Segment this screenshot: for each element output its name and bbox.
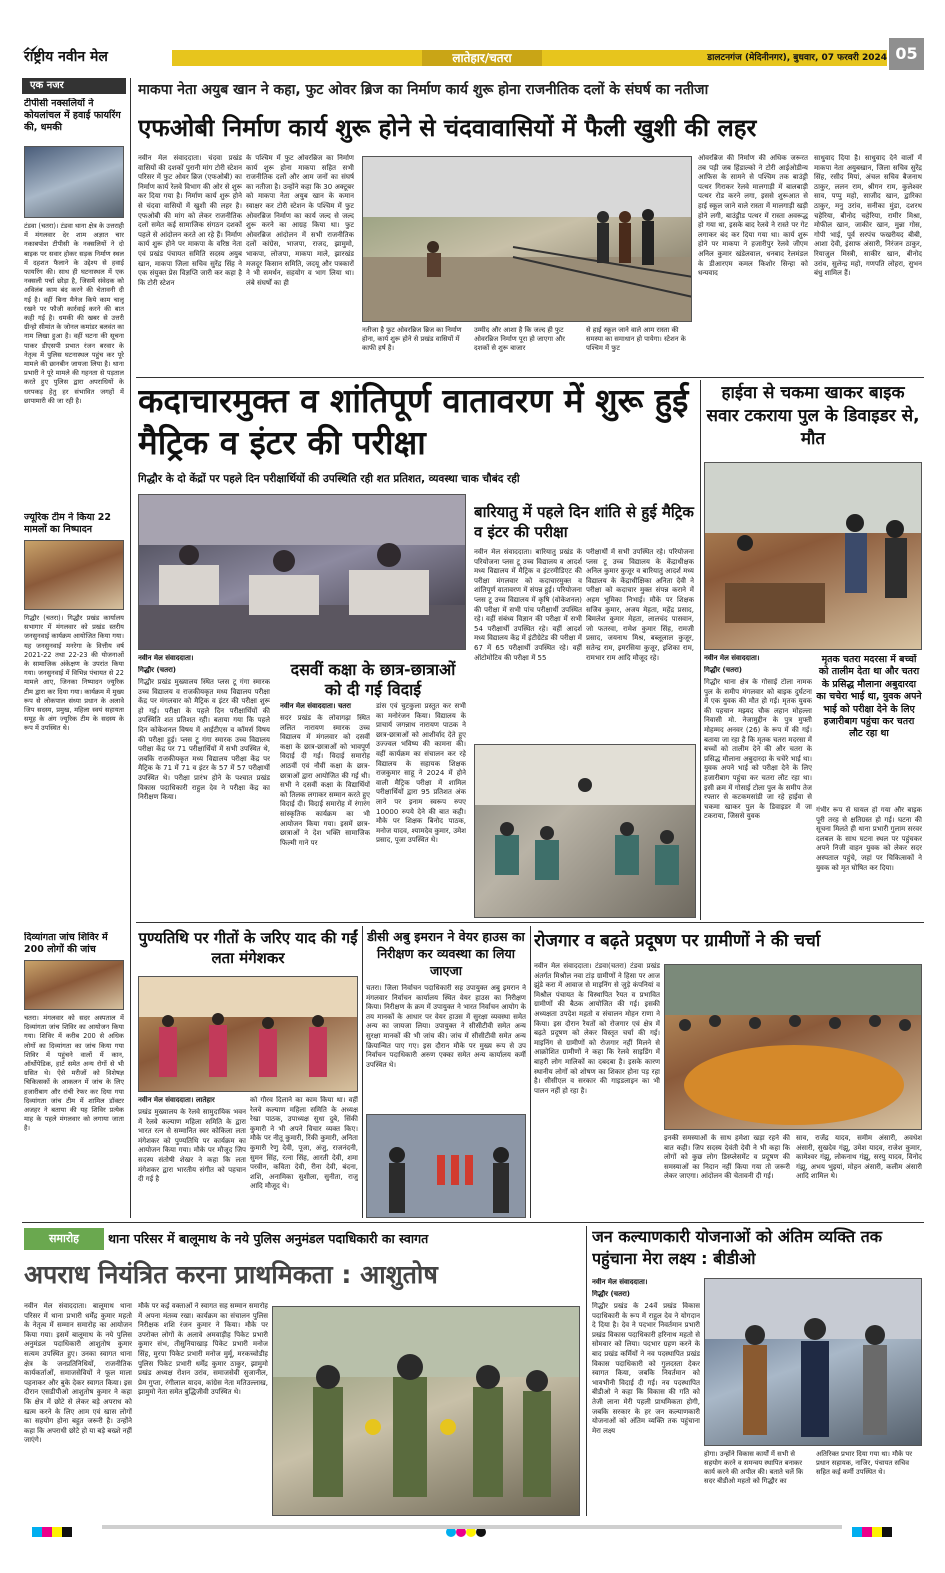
sidebar-story1-photo: [24, 146, 124, 218]
sidebar-story1-headline: टीपीसी नक्सलियों ने कोयलांचल में हवाई फायरिंग की, धमकी: [24, 98, 121, 133]
fob-col2: के पश्चिम में फुट ओवरब्रिज का निर्माण कार्य शुरू होना माकपा सहित सभी राजनीतिक दलों और आम जनों का संघर्ष का नतीजा है। उन्होंने कहा कि 30 अक्टूबर को माकपा नेता अयुब खान के कमान स्वाक्षर कर टोरी स्टेशन के पश्चिम में फुट ओवरब्रिज निर्माण का कार्य जल्द से जल्द शुरू करने का आग्रह किया था। फुट ओवरब्रिज आंदोलन में सभी राजनीतिक दलों कांग्रेस, भाजपा, राजद, झामुमो, भाकपा, लोजपा, माकपा माले, झारखंड मजदूर किसान समिति, जदयू और पत्रकारों ने भी समर्थन, सहयोग व भाग लिया था। लंबे संघर्षों का ही: [246, 154, 354, 287]
dc-left-rule: [362, 926, 363, 1218]
sidebar-story3-headline: दिव्यांगता जांच शिविर में 200 लोगों की जांच: [24, 932, 108, 955]
samaroh-tag: समारोह: [24, 1228, 104, 1250]
fob-col1: नवीन मेल संवाददाता। चंदवा प्रखंड वासियों की दशकों पुरानी मांग टोरी स्टेशन परिसर में फुट ओवर ब्रिज (एफओबी) का निर्माण कार्य रेलवे विभाग की ओर से शुरू कर दिया गया है। निर्माण कार्य शुरू होने से चंदवा वासियों में खुशी की लहर है। एफओबी की मांग को लेकर राजनीतिक दलों समेत कई सामाजिक संगठन दशकों पहले से आंदोलन करते आ रहे हैं। निर्माण कार्य शुरू होने पर माकपा के वरिष्ठ नेता एवं प्रखंड पंचायत समिति सदस्य अयुब खान, माकपा जिला सचिव सुरेंद्र सिंह ने एक संयुक्त प्रेस विज्ञप्ति जारी कर कहा है कि टोरी स्टेशन: [138, 154, 242, 287]
bdo-photo: [704, 1278, 922, 1446]
highway-place: गिद्धौर (चतरा): [704, 666, 742, 674]
sidebar-story3-photo: [24, 960, 124, 1010]
bdo-caption: होगा। उन्होंने विकास कार्यों में सभी से सहयोग करने व समन्वय स्थापित बनाकर कार्य करने की अपील की। बताते चलें कि सदर बीडीओ महतो को गिद्धौर का अतिरिक्त प्रभार दिया गया था। मौके पर प्रधान सहायक, नाजिर, पंचायत सचिव सहित कई कर्मी उपस्थित थे।: [704, 1450, 912, 1485]
dateline: डालटनगंज (मेदिनीनगर), बुधवार, 07 फरवरी 2024: [707, 53, 887, 63]
dc-photo: [366, 1114, 526, 1218]
jobs-body2: इनकी समस्याओं के साथ हमेशा खड़ा रहने की बात कही। जिप सदस्य देवंती देवी ने भी कहा कि लोगों को कुछ लोग डिस्प्लेसमेंट व प्रदूषण की समस्याओं का निदान नहीं किया गया तो जरूरी लेकर जाएगा। आंदोलन की चेतावनी दी गई।: [664, 1134, 790, 1181]
lata-byline: नवीन मेल संवाददाता। लातेहार: [138, 1096, 215, 1104]
highway-left-rule: [700, 380, 701, 920]
highway-byline: नवीन मेल संवाददाता।: [704, 654, 760, 662]
farewell-byline: नवीन मेल संवाददाता। चतरा: [280, 702, 351, 710]
footer-strip: [22, 1522, 924, 1532]
footer-grey-band: [102, 1525, 842, 1529]
mid-rule: [136, 922, 924, 923]
samaroh-photo: [272, 1306, 580, 1516]
fob-photo-construction: [362, 156, 692, 322]
barayatu-col2: परीक्षार्थी में सभी उपस्थित रहे। परियोजना प्लस टू उच्च विद्यालय के केंद्राधीक्षक अनिल कुमार कुजूर व बारियातु आदर्श मध्य विद्यालय के केंद्राधीक्षिका अनिता देवी ने परीक्षा को कदाचार मुक्त संपन्न कराने में अहम भूमिका निभाई। मौके पर शिक्षक सजिव कुमार, अजय मेहता, महेंद्र प्रसाद, बिमलेश कुमार मेहता, लालचंद पासवान, जो फतरवा, रामेश कुमार सिंह, रामजी प्रसाद, जयनाथ मिश्र, बब्लूलाल कुजूर, सतेन्द्र राम, इमरसिया कुजूर, इशिका राम, रामभार राम आदि मौजूद रहे।: [586, 548, 694, 662]
fob-photo-caption-2: उम्मीद और आशा है कि जल्द ही फुट ओवरब्रिज निर्माण पूरा हो जाएगा और दशकों से शुरू बाजार: [474, 326, 565, 352]
sidebar-story2-body: गिद्धौर (चतरा)। गिद्धौर प्रखंड कार्यालय सभागार में मंगलवार को प्रखंड स्तरीय जनसुनवाई कार्यक्रम आयोजित किया गया। यह जनसुनवाई मनरेगा के वित्तीय वर्ष 2021-22 तथा 22-23 की योजनाओं के सामाजिक अंकेक्षण के उपरांत किया गया। जनसुनवाई में विभिन्न पंचायत से 22 मामले आए, जिनका निष्पादन ज्यूरिक टीम द्वारा कर दिया गया। कार्यक्रम में मुख्य रूप से लोकपाल संध्या प्रधान के अलावे जिप सदस्य, प्रमुख, महिला स्वयं सहायता समूह के अंग ज्यूरिक टीम के सदस्य के रूप में उपस्थित थे।: [24, 614, 124, 733]
jobs-photo: [664, 964, 922, 1130]
lower-rule: [22, 1222, 924, 1223]
exam-byline: नवीन मेल संवाददाता।: [138, 654, 194, 662]
highway-pullquote: मृतक चतरा मदरसा में बच्चों को तालीम देता था और चतरा के प्रसिद्ध मौलाना अबुदारदा का चचेरा भाई था, युवक अपने भाई को परीक्षा देने के लिए हजारीबाग पहुंचा कर चतरा लौट रहा था: [816, 654, 922, 740]
fob-col5: साधुवाद दिया है। साधुवाद देने वालों में माकपा नेता अयुबखान, जिला सचिव सुरेंद्र सिंह, रसीद मियां, अंचल सचिव बैजनाथ ठाकुर, ललन राम, श्रीगन राम, कुलेश्वर साव, पप्पु महो, साजीद खान, द्वारिका ठाकुर, मनु उरांव, सनीका मुंडा, दशरथ चहेरिया, बीनोद चहेरिया, रामीर मिश्रा, मोफील खान, जाकीर खान, मुन्ना गोस, गोपी भाई, पूर्व सरपंच फखरीयद बीबी, आशा देवी, इंसाफ अंसारी, निरंजन ठाकुर, रियाजुल मिस्त्री, साकीर खान, बीनोद उरांव, सुलेन्द्र महो, गणपति लोहरा, सुभन बंधु शामिल हैं।: [814, 154, 922, 278]
sidebar-divider: [130, 78, 131, 1218]
fob-bottom-rule: [136, 377, 924, 378]
exam-body: गिद्धौर प्रखंड मुख्यालय स्थित प्लस टू गंगा स्मारक उच्च विद्यालय व राजकीयकृत मध्य विद्यालय परीक्षा केंद्र पर मंगलवार को मैट्रिक व इंटर की परीक्षा शुरू हो गई। परीक्षा के पहले दिन परीक्षार्थियों की उपस्थिति शत प्रतिशत रही। बताया गया कि पहले दिन कोकेशनल विषय में आईटीएस व कॉमर्स विषय की परीक्षा हुई। प्लस टू गंगा स्मारक उच्च विद्यालय परीक्षा केंद्र पर 71 परीक्षार्थियों में सभी उपस्थित थे, जबकि राजकीयकृत मध्य विद्यालय परीक्षा केंद्र पर मैट्रिक के 71 में 71 व इंटर के 57 में 57 परीक्षार्थी उपस्थित थे। परीक्षा प्रारंभ होने के पश्चात प्रखंड विकास पदाधिकारी राहुल देव ने परीक्षा केंद्र का निरीक्षण किया।: [138, 678, 270, 802]
paper-name: राष्ट्रीय नवीन मेल: [24, 49, 108, 65]
fob-kicker: माकपा नेता अयुब खान ने कहा, फुट ओवर ब्रिज का निर्माण कार्य शुरू होना राजनीतिक दलों के संघर्ष का नतीजा: [138, 82, 709, 98]
bdo-left-rule: [586, 1226, 587, 1516]
jobs-headline: रोजगार व बढ़ते प्रदूषण पर ग्रामीणों ने की चर्चा: [534, 931, 821, 951]
registration-marks-right: [852, 1522, 912, 1532]
bdo-byline: नवीन मेल संवाददाता।: [592, 1278, 648, 1286]
page-number: 05: [889, 38, 924, 70]
jobs-left-rule: [530, 926, 531, 1218]
bdo-body: गिद्धौर प्रखंड के 24वें प्रखंड विकास पदाधिकारी के रूप में राहुल देव ने योगदान दे दिया है। देव ने पदभार निवर्तमान प्रभारी प्रखंड विकास पदाधिकारी हरिनाथ महतो से सोमवार को लिया। पदभार ग्रहण करने के बाद प्रखंड कर्मियों ने नव पदस्थापित प्रखंड विकास पदाधिकारी को गुलदस्ता देकर स्वागत किया, जबकि निवर्तमान को भावभीनी विदाई दी गई। नव पदस्थापित बीडीओ ने कहा कि विकास की गति को तेजी लाना मेरी पहली प्राथमिकता होगी, जबकि सरकार के हर जन कल्याणकारी योजनाओं को अंतिम व्यक्ति तक पहुंचाना मेरा लक्ष्य: [592, 1302, 700, 1435]
barayatu-col1: नवीन मेल संवाददाता। बारियातु प्रखंड के परियोजना प्लस टू उच्च विद्यालय व आदर्श मध्य विद्यालय में मैट्रिक व इंटरमीडिएट की परीक्षा मंगलवार को कदाचारमुक्त व शांतिपूर्ण वातावरण में संपन्न हुई। परियोजना प्लस टू उच्च विद्यालय में कृषि (वोकेशनल) की परीक्षा में सभी पांच परीक्षार्थी उपस्थित रहे। वहीं संबंध्य विज्ञान की परीक्षा में सभी 54 परीक्षार्थी उपस्थित रहे। वहीं आदर्श मध्य विद्यालय केंद्र में इंटीग्रेटेड की परीक्षा में 67 में 65 परीक्षार्थी उपस्थित रहे। वहीं ऑटोमोटिव की परीक्षा में 55: [474, 548, 582, 662]
fob-photo-caption-3: से हाई स्कूल जाने वाले आम रास्ता की समस्या का समाधान हो पायेगा। स्टेशन के पश्चिम में फुट: [586, 326, 686, 352]
farewell-headline: दसवीं कक्षा के छात्र-छात्राओं को दी गई विदाई: [290, 660, 456, 699]
bdo-headline: जन कल्याणकारी योजनाओं को अंतिम व्यक्ति तक पहुंचाना मेरा लक्ष्य : बीडीओ: [592, 1227, 883, 1268]
sidebar-story3-body: चतरा। मंगलवार को सदर अस्पताल में दिव्यांगता जांच शिविर का आयोजन किया गया। शिविर में करीब 200 से अधिक लोगों का दिव्यांगता का जांच किया गया शिविर में पहुंचने वालों में कान, ऑर्थोपेडिक, हार्ट समेत अन्य रोगों से भी ग्रसित थे। ऐसे मरीजों को विशेषज्ञ चिकित्सकों के आकलन में जांच के लिए हजारीबाग और रांची रेफर कर दिया गया दिव्यांगता जांच टीम में शामिल डॉक्टर अजहर ने बताया की यह शिविर प्रत्येक माह के पहले मंगलवार को लगाया जाता है।: [24, 1014, 124, 1133]
samaroh-kicker: थाना परिसर में बालूमाथ के नये पुलिस अनुमंडल पदाधिकारी का स्वागत: [108, 1231, 429, 1246]
barayatu-headline: बारियातु में पहले दिन शांति से हुई मैट्रिक व इंटर की परीक्षा: [474, 503, 694, 541]
section-name: लातेहार/चतरा: [422, 50, 542, 66]
jobs-body: नवीन मेल संवाददाता। टंडवा(चतरा) टंडवा प्रखंड अंतर्गत मिश्रौल नवा टांड़ ग्रामीणों ने हिसा पर आज झुंडे करा में आवाज से माइनिंग से जुड़े कंपनियां व मिश्रौल पंचायत के विस्थापित रैयत व प्रभावित ग्रामीणों की बैठक आयोजित की गई। इसकी अध्यक्षता उपदेश महतो व संचालन मोहन राणा ने किया। इस दौरान रैयतों को रोजगार एवं क्षेत्र में बढ़ते प्रदूषण को लेकर विस्तृत चर्चा की गई। माइनिंग से ग्रामीणों को रोजगार नहीं मिलने से आक्रोशित ग्रामीणों ने कहा कि रेलवे साइडिंग में बाहरी लोग मालिकों का दबदबा है। इसके कारण स्थानीय लोगों को शोषण का शिकार होना पड़ रहा है। सीसीएल व सरकार की गाइडलाइन का भी पालन नहीं हो रहा है।: [534, 962, 660, 1095]
sidebar-label: एक नजर: [22, 78, 126, 94]
exam-photo-classroom: [138, 494, 466, 650]
sidebar-story1-body: टंडवा (चतरा)। टंडवा थाना क्षेत्र के उत्तराही में मंगलवार देर शाम अज्ञात चार नकाबपोश टीपीसी के नक्सलियों ने दो बाइक पर सवार होकर सड़क निर्माण स्थल में दहशत फैलाने के उद्देश्य से हवाई फायरिंग की। साथ ही घटनास्थल में एक नक्सली पर्चा छोड़ा है, जिसमें संवेदक को अविलंब काम बंद करने की चेतावनी दी गई है। वहीं बिना मैनेज किये काम चालू रखने पर फौजी कार्रवाई करने की बात कही गई है। धमकी की खबर से उत्तरी ग्रीन्हो सीमांत के जोनल कमांडर बलवंत का नाम लिखा हुआ है। वहीं घटना की सूचना पाकर डीएसपी प्रभात रंजन बरवार के नेतृत्व में पुलिस घटनास्थल पहुंच कर पूरे मामले की छानबीन जायजा लिया है। थाना प्रभारी ने पूरे मामले की गहनता से पड़ताल करते हुए पुलिस द्वारा अपराधियों के धरपकड़ हेतु हर संभावित जगहों में छापामारी की जा रही है।: [24, 222, 124, 405]
highway-body2: गंभीर रूप से घायल हो गया और बाइक पूरी तरह से क्षतिग्रस्त हो गई। घटना की सूचना मिलते ही थाना प्रभारी गुलाम सरवर दलबल के साथ घटना स्थल पर पहुंचकर अपने निजी वाहन युवक को लेकर सदर अस्पताल पहुंचे, जहां पर चिकित्सकों ने युवक को मृत घोषित कर दिया।: [816, 806, 922, 872]
samaroh-col1: नवीन मेल संवाददाता। बालूमाथ थाना परिसर में थाना प्रभारी धर्मेंद्र कुमार महतो के नेतृत्व में सम्मान समारोह का आयोजन किया गया। इसमें बालूमाथ के नये पुलिस अनुमंडल पदाधिकारी आशुतोष कुमार सत्यम उपस्थित हुए। उनका स्वागत थाना क्षेत्र के जनप्रतिनिधियों, राजनीतिक कार्यकर्ताओं, समाजसेवियों ने फूल माला पहनाकर और बुके देकर स्वागत किया। इस दौरान एसडीपीओ आशुतोष कुमार ने कहा कि क्षेत्र में छोटे से लेकर बड़े अपराध को खत्म करने के लिए आम एवं खास लोगों का सहयोग होना बहुत जरूरी है। उन्होंने कहा कि अपराधी छोटे हो या बड़े बख्शे नहीं जाएंगे।: [24, 1302, 132, 1445]
exam-place: गिद्धौर (चतरा): [138, 666, 176, 674]
lata-headline: पुण्यतिथि पर गीतों के जरिए याद की गईं लता मंगेशकर: [138, 929, 358, 967]
masthead: [22, 38, 924, 70]
farewell-col2: डांस एवं चुटकुला प्रस्तुत कर सभी का मनोरंजन किया। विद्यालय के प्राचार्य जगन्नाथ नारायण पाठक ने छात्र-छात्राओं को आशीर्वाद देते हुए उज्ज्वल भविष्य की कामना की। वहीं कार्यक्रम का संचालन कर रहे विद्यालय के सहायक शिक्षक राजकुमार साहू ने 2024 में होने वाली मैट्रिक परीक्षा में शामिल परीक्षार्थियों द्वारा 95 प्रतिशत अंक लाने पर इनाम स्वरूप रुपए 10000 रुपये देने की बात कही। मौके पर शिक्षक बिनोद पाठक, मनोज यादव, श्यामदेव कुमार, उमेश प्रसाद, पूजा उपस्थित थे।: [376, 702, 466, 845]
highway-body: गिद्धौर थाना क्षेत्र के गोसाई टोला नामक पुल के समीप मंगलवार को बाइक दुर्घटना में एक युवक की मौत हो गई। मृतक युवक की पहचान मझ्यद चौक लहान मोहल्ला निवासी मो. नेजामुद्दीन के पुत्र मुफ्ती मोहम्मद अनवर (26) के रूप में की गई। बताया जा रहा है कि मृतक चतरा मदरसा में बच्चों को तालीम देने की और चतरा के प्रसिद्ध मौलाना अबुदारदा के चचेरे भाई था। युवक अपने भाई को परीक्षा देने के लिए हजारीबाग पहुंचा कर चतरा लौट रहा था। इसी क्रम में गोसाई टोला पुल के समीप तेज रफ्तार से कटकमसांडी जा रहे हाईवा से चकमा खाकर पुल के डिवाइडर में जा टकराया, जिससे युवक: [704, 678, 812, 821]
sidebar-ek-nazar: [22, 78, 126, 1218]
farewell-col1: सदर प्रखंड के लोवागढ़ा स्थित ललित नारायण स्मारक उच्च विद्यालय में मंगलवार को दसवीं कक्षा के छात्र-छात्राओं को भावपूर्ण विदाई दी गई। विदाई समारोह आठवीं एवं नौवीं कक्षा के छात्र-छात्राओं द्वारा आयोजित की गई थी। सभी ने दसवीं कक्षा के विद्यार्थियों को तिलक लगाकर सम्मान करते हुए विदाई दी। विदाई समारोह में रंगारंग सांस्कृतिक कार्यक्रम का भी आयोजन किया गया। इसमें छात्र-छात्राओं ने देश भक्ति सामाजिक फिल्मी गाने पर: [280, 714, 370, 847]
sidebar-story2-photo: [24, 540, 124, 610]
bdo-place: गिद्धौर (चतरा): [592, 1290, 630, 1298]
samaroh-col2: मौके पर कई वक्ताओं ने स्वागत सह सम्मान समारोह में अपना मंतव्य रखा। कार्यक्रम का संचालन पुलिस निरीक्षक शशि रंजन कुमार ने किया। मौके पर उपरोक्त लोगों के अलावे अमवाड़ीह पिकेट प्रभारी कुमार संभ, तीसुनियाखाड़ पिकेट प्रभारी मनोज सिंह, मुरपा पिकेट प्रभारी मनोज मुर्मू, मरकच्चोडीह पुलिस पिकेट प्रभारी धर्मेंद्र कुमार ठाकुर, झामुमो प्रखंड अध्यक्ष रोशन उरांव, समाजसेवी सुजानील, प्रेम गुप्ता, रंगीलाल यादव, कांग्रेस नेता मतिउल्लाख, झामुमो नेता समेत बुद्धिजीवी उपस्थित थे।: [138, 1302, 268, 1397]
dc-headline: डीसी अबु इमरान ने वेयर हाउस का निरीक्षण कर व्यवस्था का लिया जाएजा: [367, 929, 525, 978]
lata-col1: प्रखंड मुख्यालय के रेलवे सामुदायिक भवन में रेलवे कल्याण महिला समिति के द्वारा भारत रत्न से सम्मानित स्वर कोकिला लता मंगेशकर को पुण्यतिथि पर कार्यक्रम का आयोजन किया गया। मौके पर मौजूद जिप सदस्य संतोषी शेखर ने कहा कि लता मंगेशकर द्वारा भारतीय संगीत को पहचान दी गई है: [138, 1108, 246, 1184]
samaroh-headline: अपराध नियंत्रित करना प्राथमिकता : आशुतोष: [24, 1260, 438, 1289]
lata-col2: को गौरव दिलाने का काम किया था। वहीं रेलवे कल्याण महिला समिति के अध्यक्ष रेखा पाठक, उपाध्यक्ष सुधा दुबे, सिंकी कुमारी ने भी अपने विचार व्यक्त किए। मौके पर नीतू कुमारी, रिंकी कुमारी, अनिता कुमारी रेणु देवी, पूजा, अंजु, राजनंदनी, सुमन सिंह, रत्ना सिंह, आरती देवी, शमा परवीन, कविता देवी, रीना देवी, बंदना, शशि, अनामिका सुशीला, सुनीता, राजु आदि मौजूद थे।: [250, 1096, 358, 1191]
highway-headline: हाईवा से चकमा खाकर बाइक सवार टकराया पुल के डिवाइडर से, मौत: [706, 383, 920, 449]
registration-marks-left: [32, 1522, 92, 1532]
fob-col4: ओवरब्रिज की निर्माण की अधिक जरूरत तब पड़ी जब हिंडाल्को ने टोरी आईओडीन्य आफिस के सामने से पश्चिम तक बाउंड्री पत्थर गिराकर रेलवे मालगाड़ी में बालबाड़ी पत्थर रोड करने लगा, इससे शुरूआत से हाई स्कूल जाने वाले रास्ता में मालगाड़ी खड़ी होने लगी, बाउंड्रीड पत्थर में रास्ता अवरूद्ध हो गया था, इसके बाद रेलवे ने रास्ते पर गेट लगाकर बंद कर दिया गया था। कार्य शुरू होने पर माकपा ने हजारीपुर रेलवे जीएम अनिल कुमार खंडेलवाल, धनबाद रेलमंडल के डीआरएम कमल किशोर सिन्हा को धन्यवाद: [698, 154, 808, 278]
fob-photo-caption-1: नतीजा है फुट ओवरब्रिज ब्रिज का निर्माण होना, कार्य शुरू होने से प्रखंड वासियों में काफी हर्ष है।: [362, 326, 462, 352]
exam-subhead: गिद्धौर के दो केंद्रों पर पहले दिन परीक्षार्थियों की उपस्थिति रही शत प्रतिशत, व्यवस्था चाक चौबंद रही: [138, 473, 520, 485]
highway-photo: [704, 462, 922, 650]
fob-headline: एफओबी निर्माण कार्य शुरू होने से चंदवावासियों में फैली खुशी की लहर: [138, 114, 757, 142]
exam-headline: कदाचारमुक्त व शांतिपूर्ण वातावरण में शुरू हुई मैट्रिक व इंटर की परीक्षा: [138, 381, 689, 462]
lata-photo: [138, 976, 358, 1092]
jobs-body3: साव, राजेंद्र यादव, समीम अंसारी, अवधेश अंसारी, सुखदेव गंझू, उमेश यादव, राजेश कुमार, कामेश्वर गंझू, लोकनाथ गंझू, सरयु यादव, विनोद गंझू, अभय भुइयां, मोहन अंसारी, कलीम अंसारी आदि शामिल थे।: [796, 1134, 922, 1181]
barayatu-photo: [474, 744, 696, 918]
sidebar-story2-headline: ज्यूरिक टीम ने किया 22 मामलों का निष्पादन: [24, 512, 111, 535]
dc-body: चतरा। जिला निर्वाचन पदाधिकारी सह उपायुक्त अबु इमरान ने मंगलवार निर्वाचन कार्यालय स्थित वेयर हाउस का निरीक्षण किया। निरीक्षण के क्रम में उपायुक्त ने भारत निर्वाचन आयोग के तय मानकों के आधार पर वेयर हाउस में सुरक्षा व्यवस्था समेत अन्य का जायजा लिया। उपायुक्त ने सीसीटीवी समेत अन्य सुरक्षा मानकों की भी जांच की। जांच में सीसीटीवी समेत अन्य क्रियान्वित पाए गए। इस दौरान मौके पर मुख्य रूप से उप निर्वाचन पदाधिकारी अरुण एक्का समेत अन्य कार्यालय कर्मी उपस्थित थे।: [366, 984, 526, 1069]
